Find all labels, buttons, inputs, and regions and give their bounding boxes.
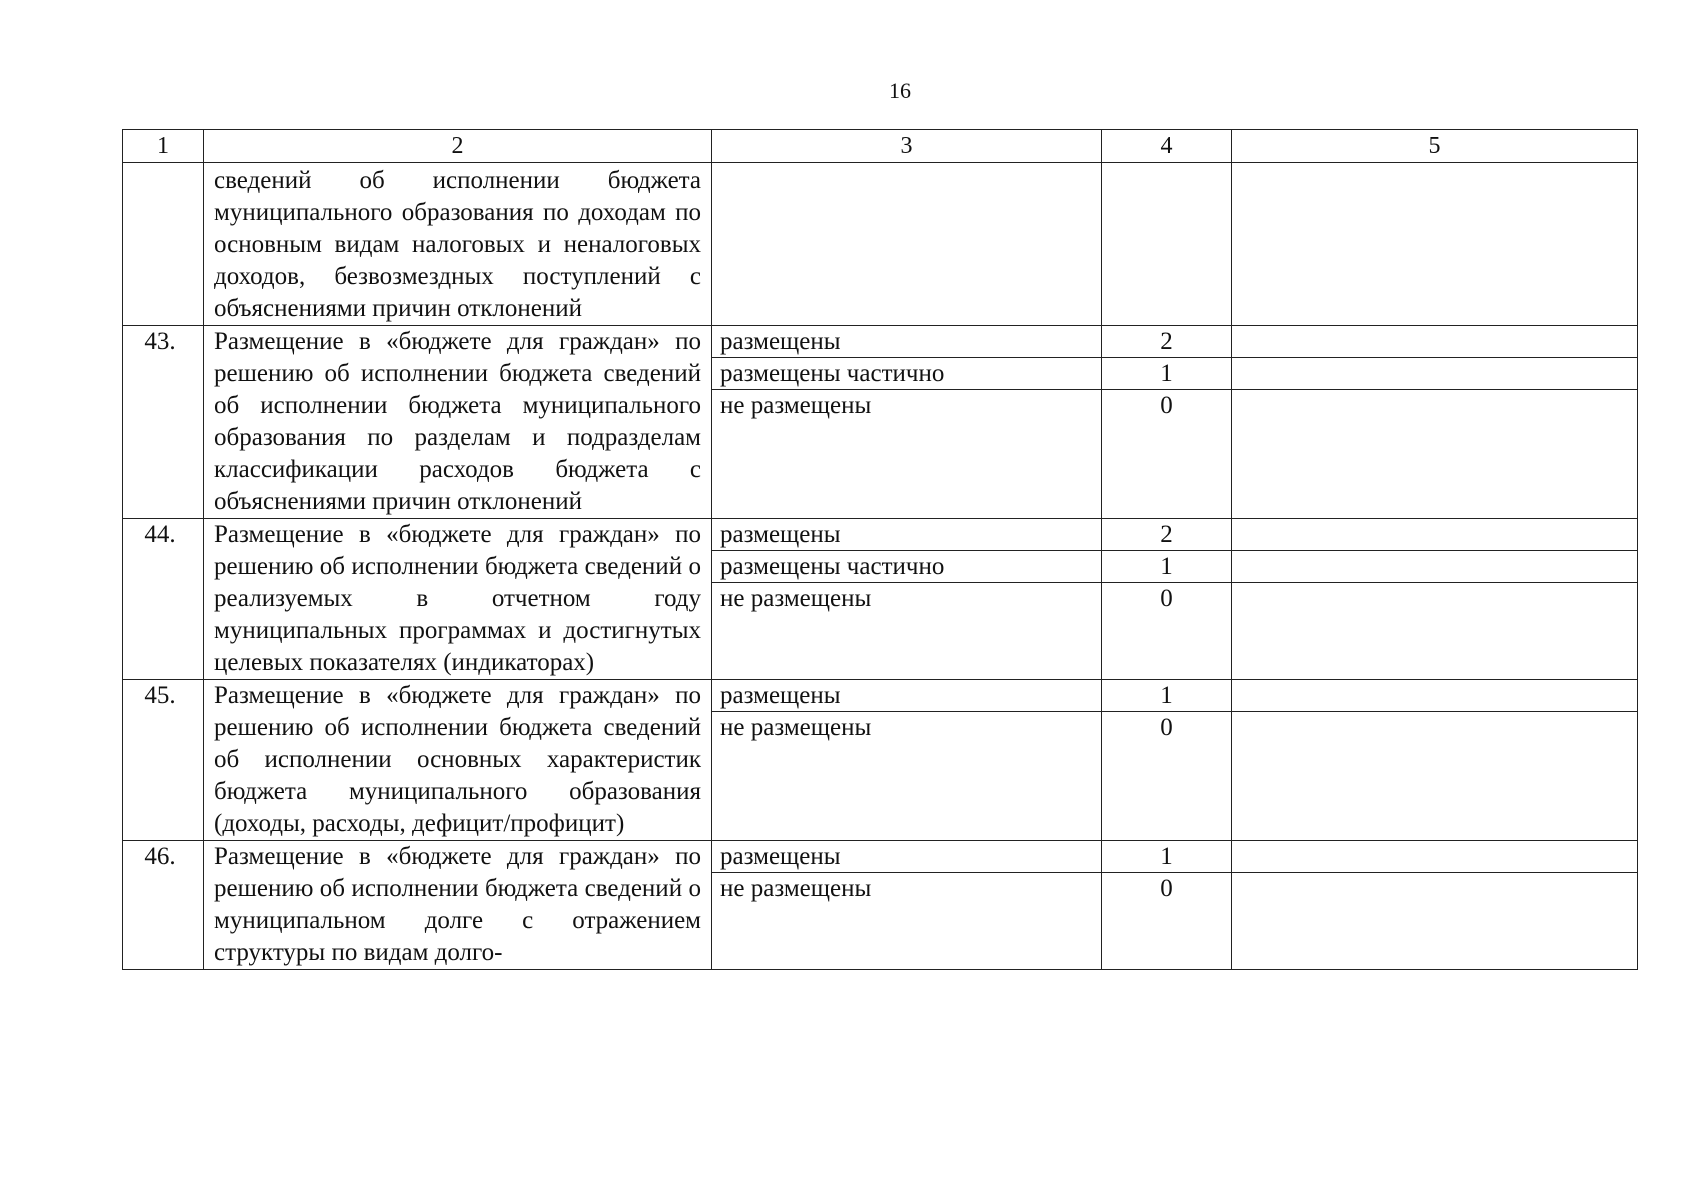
- table-row: [123, 841, 1638, 873]
- option-label: размещены: [712, 326, 1102, 358]
- notes-cell: [1232, 551, 1638, 583]
- row-description: Размещение в «бюджете для граждан» по решению об исполнении бюджета сведений о реализуемых в отчетном году муниципальных программах и достигнутых целевых показателях (индикаторах): [204, 519, 712, 680]
- row-description: Размещение в «бюджете для граждан» по решению об исполнении бюджета сведений об исполнении основных характеристик бюджета муниципального образования (доходы, расходы, дефицит/профицит): [204, 680, 712, 841]
- column-header: 4: [1102, 130, 1232, 163]
- option-label: размещены частично: [712, 358, 1102, 390]
- row-number-cell: [123, 163, 204, 326]
- notes-cell: [1232, 583, 1638, 680]
- option-label: не размещены: [712, 873, 1102, 970]
- row-number: 46.: [123, 841, 204, 970]
- option-points: 1: [1102, 680, 1232, 712]
- option-cell: [712, 163, 1102, 326]
- criteria-table: [122, 129, 1638, 970]
- option-label: размещены частично: [712, 551, 1102, 583]
- notes-cell: [1232, 358, 1638, 390]
- notes-cell: [1232, 680, 1638, 712]
- page-number: 16: [889, 78, 911, 103]
- table-row: [123, 680, 1638, 712]
- column-header: 2: [204, 130, 712, 163]
- option-points: 2: [1102, 519, 1232, 551]
- column-header: 5: [1232, 130, 1638, 163]
- option-points: 0: [1102, 873, 1232, 970]
- option-points: 1: [1102, 841, 1232, 873]
- table-header-row: [123, 130, 1638, 163]
- option-label: размещены: [712, 841, 1102, 873]
- table-row: [123, 326, 1638, 358]
- option-points: 0: [1102, 390, 1232, 519]
- option-label: не размещены: [712, 583, 1102, 680]
- option-label: не размещены: [712, 390, 1102, 519]
- row-description: Размещение в «бюджете для граждан» по решению об исполнении бюджета сведений об исполнении бюджета муниципального образования по разделам и подразделам классификации расходов бюджета с объяснениями причин отклонений: [204, 326, 712, 519]
- column-header: 1: [123, 130, 204, 163]
- row-number: 43.: [123, 326, 204, 519]
- column-header: 3: [712, 130, 1102, 163]
- option-points: 0: [1102, 712, 1232, 841]
- option-points: 1: [1102, 551, 1232, 583]
- notes-cell: [1232, 326, 1638, 358]
- row-number: 45.: [123, 680, 204, 841]
- option-points: 2: [1102, 326, 1232, 358]
- row-number: 44.: [123, 519, 204, 680]
- option-label: размещены: [712, 519, 1102, 551]
- points-cell: [1102, 163, 1232, 326]
- notes-cell: [1232, 390, 1638, 519]
- notes-cell: [1232, 163, 1638, 326]
- row-description: Размещение в «бюджете для граждан» по решению об исполнении бюджета сведений о муниципальном долге с отражением структуры по видам долго-: [204, 841, 712, 970]
- option-points: 1: [1102, 358, 1232, 390]
- option-label: размещены: [712, 680, 1102, 712]
- notes-cell: [1232, 873, 1638, 970]
- notes-cell: [1232, 841, 1638, 873]
- option-label: не размещены: [712, 712, 1102, 841]
- table-row-continuation: [123, 163, 1638, 326]
- notes-cell: [1232, 712, 1638, 841]
- table-row: [123, 519, 1638, 551]
- option-points: 0: [1102, 583, 1232, 680]
- row-description: сведений об исполнении бюджета муниципального образования по доходам по основным видам налоговых и неналоговых доходов, безвозмездных поступлений с объяснениями причин отклонений: [204, 163, 712, 326]
- notes-cell: [1232, 519, 1638, 551]
